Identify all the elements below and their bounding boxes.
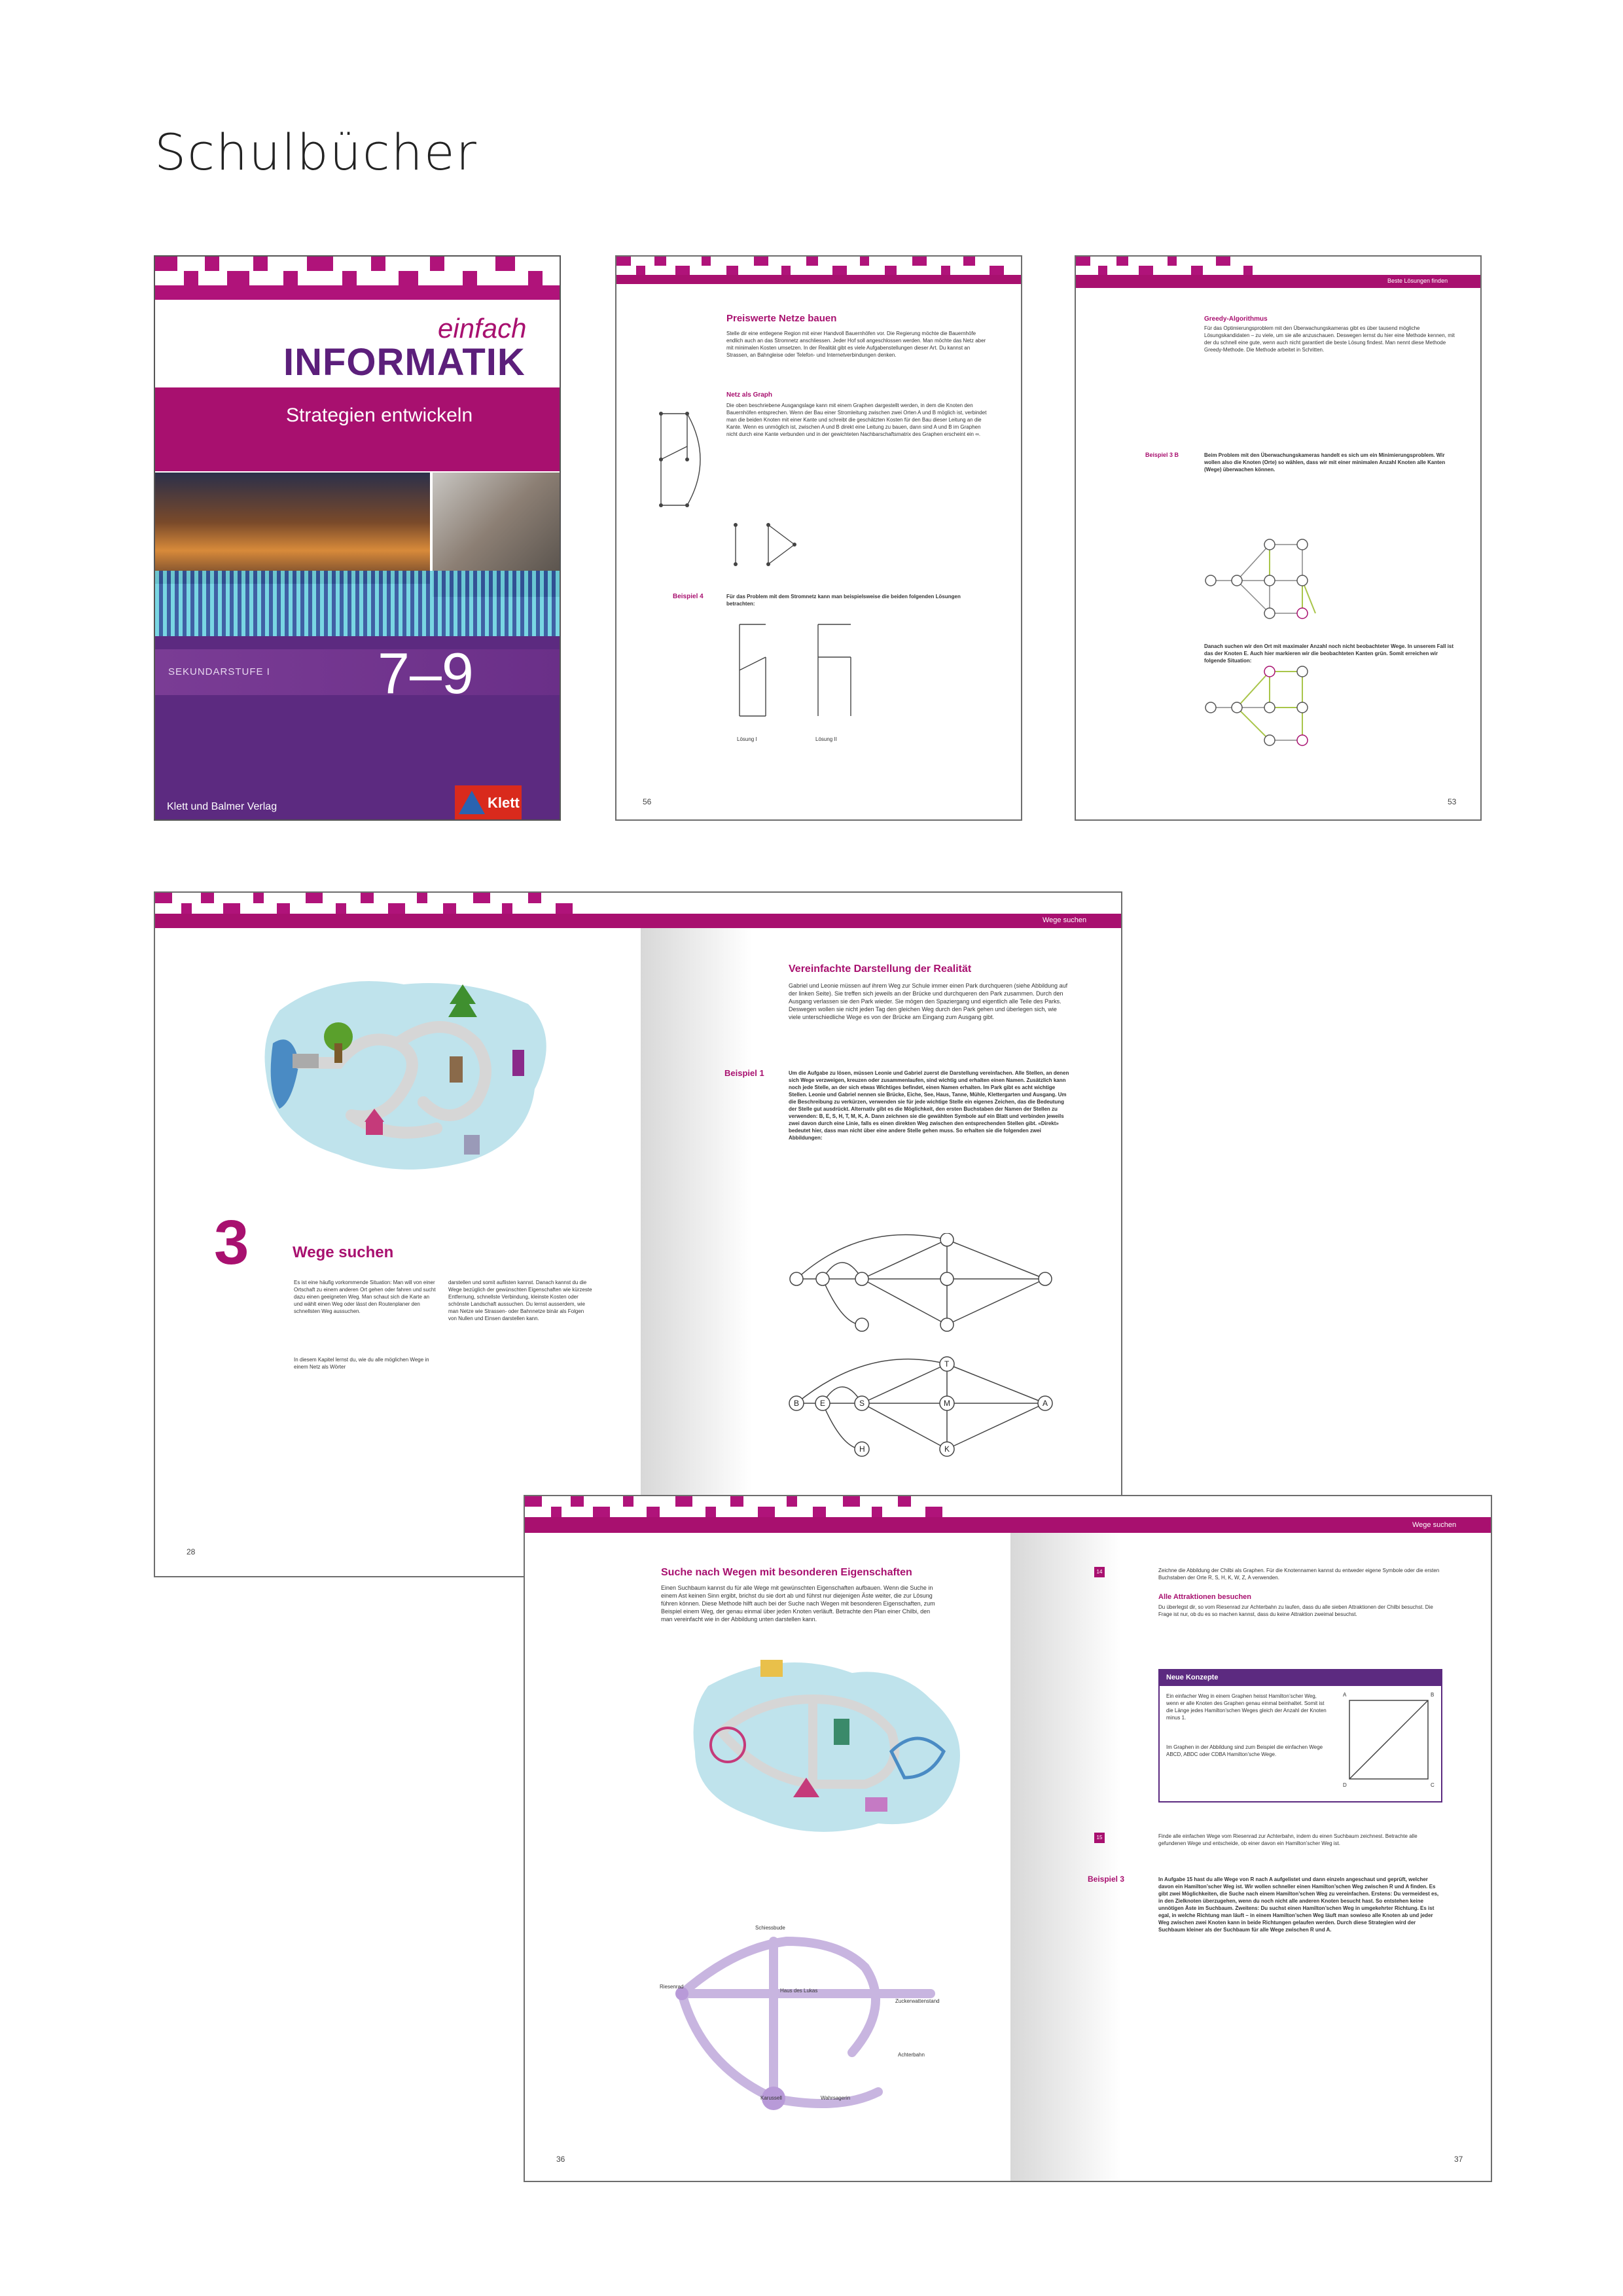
concept-node-d: D (1343, 1782, 1347, 1788)
map-label-wahrsagerin: Wahrsagerin (821, 2095, 851, 2101)
chapter-col1b: In diesem Kapitel lernst du, wie du alle möglichen Wege in einem Netz als Wörter (294, 1357, 429, 1370)
concept-graph (1343, 1694, 1435, 1792)
chilbi-illustration (682, 1647, 970, 1843)
page53-title: Greedy-Algorithmus (1204, 315, 1268, 323)
page53-graph-1 (1198, 531, 1355, 630)
spread1-example-text: Um die Aufgabe zu lösen, müssen Leonie und Gabriel zuerst die Darstellung vereinfachen. Alle Stellen, an denen sich Wege verzweigen, kreuzen oder zusammenlaufen, sind wichtig und erhalten einen Namen. Zusätzlich kann noch jede Stelle, an der sich etwas Wichtiges befindet, einen Namen erhalten. Im Park gibt es acht wichtige Stellen. Leonie und Gabriel nennen sie Brücke, Eiche, See, Haus, Tanne, Mühle, Klettergarten und Ausgang. Um die Beschreibung zu verkürzen, verwenden sie für jede wichtige Stelle ein eigenes Zeichen, das die Bedeutung der Stelle gut ausdrückt. Alternativ gibt es die Möglichkeit, den ersten Buchstaben der Namen der Stellen zu verwenden: B, E, S, H, T, M, K, A. Dann zeichnen sie die gewählten Symbole auf ein Blatt und verbinden jeweils zwei davon durch eine Linie, falls es einen direkten Weg zwischen den entsprechenden Stellen gibt. «Direkt» bedeutet hier, dass man nicht über eine andere Stelle gehen muss. So erhalten sie die folgenden zwei Abbildungen: (789, 1070, 1069, 1141)
spread2-page-right: 37 (1454, 2155, 1463, 2164)
chapter-col1: Es ist eine häufig vorkommende Situation: Man will von einer Ortschaft zu einem anderen Ort gehen oder fahren und sucht dazu einen geeigneten Weg. Man schaut sich die Karte an und wählt einen Weg oder lässt den Routenplaner den schnellsten Weg aussuchen. (294, 1280, 436, 1314)
spread1-header: Wege suchen (1043, 916, 1087, 924)
park-illustration (253, 971, 554, 1181)
node-label-e: E (820, 1399, 826, 1408)
page53-example-label: Beispiel 3 B (1145, 452, 1179, 458)
page56-graph (648, 407, 720, 518)
chapter-title: Wege suchen (293, 1244, 394, 1261)
page-53 (1075, 255, 1482, 821)
spread1-page-number: 28 (187, 1547, 196, 1556)
page56-title: Preiswerte Netze bauen (726, 313, 837, 324)
spread1-right-intro: Gabriel und Leonie müssen auf ihrem Weg zur Schule immer einen Park durchqueren (siehe Abbildung auf der linken Seite). Sie treffen sich jeweils an der Brücke und durchqueren den Park zusammen. Durch den Ausgang verlassen sie den Park wieder. Sie mögen den Spaziergang und eigentlich alle Teile des Parks. Deswegen wollen sie nicht jeden Tag den gleichen Weg durch den Park gehen und überlegen sich, wie viele unterschiedliche Wege es von der Brücke am Eingang zum Ausgang gibt. (789, 982, 1068, 1020)
page56-solution-graphs (726, 618, 897, 736)
spread-1 (154, 891, 1122, 1577)
spread1-example-label: Beispiel 1 (724, 1068, 764, 1078)
map-label-haus: Haus des Lukas (780, 1988, 818, 1994)
city-photo (155, 473, 430, 584)
page-heading: Schulbücher (154, 123, 478, 181)
spread2-subtitle: Alle Attraktionen besuchen (1158, 1593, 1252, 1601)
task15-text: Finde alle einfachen Wege vom Riesenrad zur Achterbahn, indem du einen Suchbaum zeichnest. Betrachte alle gefundenen Wege und entscheide, ob einer davon ein Hamilton’scher Weg ist. (1158, 1833, 1418, 1846)
node-label-m: M (944, 1399, 950, 1408)
concept-header: Neue Konzepte (1166, 1674, 1219, 1681)
map-label-zuckerwatte: Zuckerwattenstand (895, 1998, 940, 2004)
task15-badge: 15 (1094, 1833, 1105, 1843)
page56-solution1: Lösung I (737, 736, 757, 742)
map-label-riesenrad: Riesenrad (660, 1984, 684, 1990)
page56-example-text: Für das Problem mit dem Stromnetz kann man beispielsweise die beiden folgenden Lösungen betrachten: (726, 594, 961, 607)
node-label-k: K (944, 1444, 950, 1454)
cover-level: SEKUNDARSTUFE I (168, 666, 270, 677)
page53-graph-2 (1198, 658, 1355, 757)
page56-small-graph (729, 518, 801, 571)
page56-subtitle: Netz als Graph (726, 391, 773, 399)
map-label-karussell: Karussell (760, 2095, 782, 2101)
concept-node-b: B (1431, 1692, 1435, 1698)
park-graph-symbols (783, 1233, 1071, 1351)
page56-intro: Stelle dir eine entlegene Region mit einer Handvoll Bauernhöfen vor. Die Regierung möchte die Bauernhöfe endlich auch an das Stromnetz anschliessen. Jeder Hof soll angeschlossen werden. Man möchte das Netz aber mit minimalen Kosten umsetzen. In der Realität gibt es viele Aufgabenstellungen dieser Art. Du kannst an Strassen, an Bahngleise oder Telefon- und Internetverbindungen denken. (726, 331, 986, 358)
spread2-header: Wege suchen (1412, 1521, 1457, 1529)
page53-header: Beste Lösungen finden (1387, 278, 1448, 284)
node-label-h: H (859, 1444, 865, 1454)
chapter-col2: darstellen und somit auflisten kannst. Danach kannst du die Wege bezüglich der gewünschten Eigenschaften wie kürzeste Entfernung, schnellste Verbindung, kleinste Kosten oder schönste Landschaft aussuchen. Du lernst ausserdem, wie man Netze wie Strassen- oder Bahnnetze binär als Folgen von Nullen und Einsen darstellen kann. (448, 1280, 592, 1321)
page53-after-text: Danach suchen wir den Ort mit maximaler Anzahl noch nicht beobachteter Wege. In unserem Fall ist das der Knoten E. Auch hier markieren wir die beobachteten Kanten grün. Somit erreichen wir folgende Situation: (1204, 643, 1454, 664)
page56-number: 56 (643, 797, 652, 806)
spread1-right-title: Vereinfachte Darstellung der Realität (789, 963, 972, 975)
task14-badge: 14 (1094, 1567, 1105, 1577)
pixel-band (155, 257, 560, 300)
concept-box (1158, 1669, 1442, 1803)
chilbi-path-map (643, 1922, 970, 2118)
page53-number: 53 (1448, 797, 1457, 806)
task14-text: Zeichne die Abbildung der Chilbi als Graphen. Für die Knotennamen kannst du entweder eigene Symbole oder die ersten Buchstaben der Orte R, S, H, K, W, Z, A verwenden. (1158, 1568, 1440, 1581)
cover-grades: 7–9 (378, 641, 474, 706)
klett-logo: Klett (455, 785, 522, 821)
cover-brand-small: einfach (438, 313, 527, 344)
spread2-left-intro: Einen Suchbaum kannst du für alle Wege mit gewünschten Eigenschaften aufbauen. Wenn die Suche in einem Ast keinen Sinn ergibt, brichst du sie dort ab und führst nur diejenigen Äste weiter, die zur Lösung führen können. Diese Methode hilft auch bei der Suche nach Wegen mit besonderen Eigenschaften, zum Beispiel einem Weg, der genau einmal über jeden Knoten verläuft. Betrachte den Plan einer Chilbi, den man vereinfacht wie in der Abbildung unten darstellen kann. (661, 1585, 935, 1623)
page56-example-label: Beispiel 4 (673, 593, 704, 600)
page-56 (615, 255, 1022, 821)
park-graph-letters (783, 1351, 1071, 1469)
chapter-number: 3 (214, 1208, 249, 1278)
page56-solution2: Lösung II (815, 736, 837, 742)
spread2-page-left: 36 (556, 2155, 565, 2164)
node-label-t: T (944, 1359, 950, 1369)
concept-text2: Im Graphen in der Abbildung sind zum Beispiel die einfachen Wege ABCD, ABDC oder CDBA Hamilton’sche Wege. (1166, 1744, 1323, 1757)
concept-text: Ein einfacher Weg in einem Graphen heisst Hamilton’scher Weg, wenn er alle Knoten des Graphen genau einmal beinhaltet. Somit ist die Länge jedes Hamilton’schen Weges gleich der Anzahl der Knoten minus 1. (1166, 1693, 1327, 1721)
book-cover (154, 255, 561, 821)
cover-publisher: Klett und Balmer Verlag (167, 801, 277, 812)
node-label-a: A (1043, 1399, 1048, 1408)
node-label-s: S (859, 1399, 865, 1408)
spread2-subtitle-text: Du überlegst dir, so vom Riesenrad zur Achterbahn zu laufen, dass du alle sieben Attraktionen der Chilbi besuchst. Die Frage ist nur, ob du es so machen kannst, dass du keine Attraktion zweimal besuchst. (1158, 1604, 1433, 1617)
page56-body: Die oben beschriebene Ausgangslage kann mit einem Graphen dargestellt werden, in dem die Knoten den Bauernhöfen entsprechen. Wenn der Bau einer Stromleitung zwischen zwei Orten A und B möglich ist, verbindet man die beiden Knoten mit einer Kante und schreibt die geschätzten Kosten für den Bau dieser Leitung an die Kante. Wenn es unmöglich ist, zwischen A und B direkt eine Leitung zu bauen, dann sind A und B im Graphen nicht durch eine Kante verbunden und in der gewichteten Nachbarschaftsmatrix des Graphen erscheint ein ∞. (726, 403, 987, 437)
spread2-left-title: Suche nach Wegen mit besonderen Eigenschaften (661, 1567, 912, 1578)
spread2-example-text: In Aufgabe 15 hast du alle Wege von R nach A aufgelistet und dann einzeln angeschaut und geprüft, welcher davon ein Hamilton’scher Weg ist. Wir wollen schneller einen Hamilton’schen Weg zwischen R und A finden. Es gibt zwei Möglichkeiten, die Suche nach einem Hamilton’schen Weg zu vereinfachen. Erstens: Du vermeidest es, in den Zielknoten überzugehen, wenn du noch nicht alle anderen Knoten besucht hast. So entstehen keine unnötigen Äste im Suchbaum. Zweitens: Du suchst einen Hamilton’schen Weg in umgekehrter Richtung. Es ist egal, in welche Richtung man läuft – in einem Hamilton’schen Weg läuft man sowieso alle Knoten ab und jeder Weg zwischen zwei Knoten kann in beide Richtungen gelaufen werden. Durch diese Strategien wird der Suchbaum kleiner als der Suchbaum für alle Wege zwischen R und A. (1158, 1876, 1439, 1933)
map-label-schiessbude: Schiessbude (755, 1925, 785, 1931)
page53-example-text: Beim Problem mit den Überwachungskameras handelt es sich um ein Minimierungsproblem. Wir wollen also die Knoten (Orte) so wählen, dass wir mit einer minimalen Anzahl Knoten alle Kanten (Wege) überwachen können. (1204, 452, 1446, 473)
concept-node-a: A (1343, 1692, 1347, 1698)
spread2-example-label: Beispiel 3 (1088, 1874, 1125, 1884)
node-label-b: B (794, 1399, 800, 1408)
concept-node-c: C (1431, 1782, 1435, 1788)
cover-brand-big: INFORMATIK (283, 341, 526, 384)
map-label-achterbahn: Achterbahn (898, 2052, 925, 2058)
page53-body: Für das Optimierungsproblem mit den Überwachungskameras gibt es über tausend mögliche Lösungskandidaten – zu viele, um sie alle anzuschauen. Deswegen lernst du hier eine Methode kennen, mit der du schnell eine gute, wenn auch nicht garantiert die beste Lösung findest. Man nennt diese Methode Greedy-Methode. Die Methode arbeitet in Schritten. (1204, 325, 1455, 353)
spread-2 (524, 1495, 1492, 2182)
cover-subtitle: Strategien entwickeln (286, 404, 473, 426)
